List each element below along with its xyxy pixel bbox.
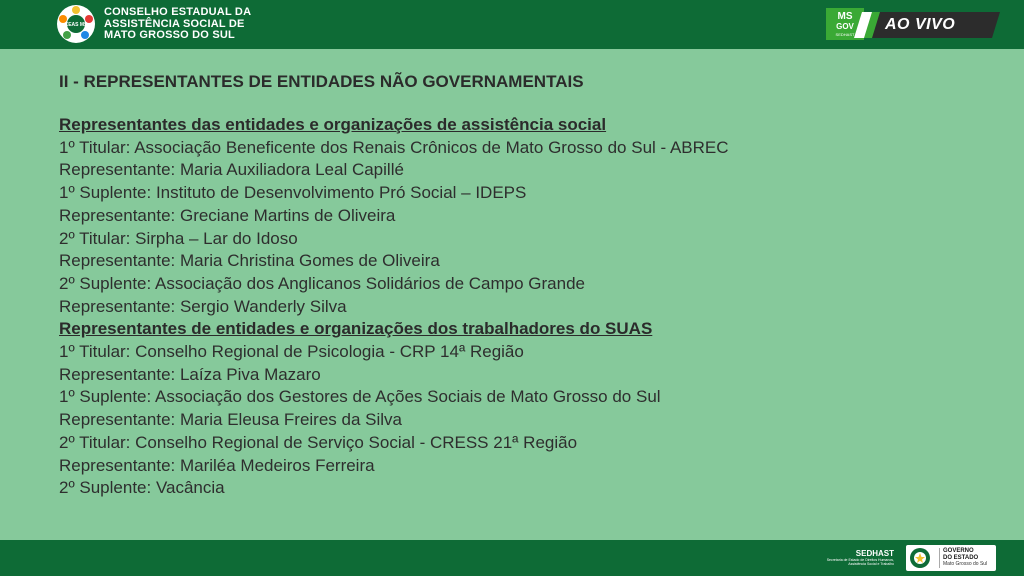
list-item: 2º Suplente: Vacância [59, 478, 225, 498]
list-item: Representante: Maria Christina Gomes de Oliveira [59, 251, 440, 271]
group-suas-workers [59, 318, 999, 500]
government-text [943, 548, 987, 568]
list-item: Representante: Laíza Piva Mazaro [59, 364, 321, 384]
live-label: AO VIVO [885, 16, 956, 33]
main-content [59, 72, 999, 500]
badge-brand-line3: SEDHAST [835, 32, 855, 37]
section-title: II - REPRESENTANTES DE ENTIDADES NÃO GOVERNAMENTAIS [59, 72, 584, 91]
group-heading: Representantes de entidades e organizações dos trabalhadores do SUAS [59, 319, 653, 339]
org-name [104, 7, 251, 42]
list-item: 1º Suplente: Associação dos Gestores de Ações Sociais de Mato Grosso do Sul [59, 387, 661, 407]
list-item: Representante: Sergio Wanderly Silva [59, 296, 347, 316]
government-logo [906, 545, 996, 571]
list-item: 1º Titular: Conselho Regional de Psicologia - CRP 14ª Região [59, 342, 524, 362]
footer-bar [0, 540, 1024, 576]
sedhast-description: Secretaria de Estado de Direitos Humanos, Assistência Social e Trabalho [826, 558, 894, 566]
header-bar [0, 0, 1024, 49]
group-heading: Representantes das entidades e organizações de assistência social [59, 115, 607, 134]
ceas-logo [56, 4, 96, 44]
list-item: 1º Titular: Associação Beneficente dos Renais Crônicos de Mato Grosso do Sul - ABREC [59, 137, 729, 157]
logo-text: CEAS MS [64, 22, 88, 28]
gov-line3: Mato Grosso do Sul [943, 561, 988, 567]
gov-line1: GOVERNO [943, 548, 974, 554]
group-social-assistance [59, 114, 999, 318]
badge-brand-line2: GOV [836, 22, 854, 31]
list-item: Representante: Maria Eleusa Freires da Silva [59, 410, 402, 430]
list-item: Representante: Mariléa Medeiros Ferreira [59, 455, 375, 475]
list-item: 1º Suplente: Instituto de Desenvolvimento Pró Social – IDEPS [59, 183, 527, 203]
list-item: 2º Titular: Sirpha – Lar do Idoso [59, 228, 298, 248]
list-item: Representante: Maria Auxiliadora Leal Capillé [59, 160, 404, 180]
sedhast-name: SEDHAST [855, 549, 894, 558]
list-item: 2º Suplente: Associação dos Anglicanos Solidários de Campo Grande [59, 273, 585, 293]
org-name-line1: CONSELHO ESTADUAL DA [104, 6, 252, 18]
list-item: 2º Titular: Conselho Regional de Serviço Social - CRESS 21ª Região [59, 432, 578, 452]
divider [939, 548, 940, 568]
badge-brand-line1: MS [837, 11, 853, 22]
state-seal-icon [909, 547, 931, 569]
list-item: Representante: Greciane Martins de Oliveira [59, 205, 396, 225]
sedhast-logo [822, 549, 894, 566]
org-name-line2: ASSISTÊNCIA SOCIAL DE [104, 17, 245, 30]
org-name-line3: MATO GROSSO DO SUL [104, 29, 235, 41]
gov-line2: DO ESTADO [943, 554, 979, 561]
